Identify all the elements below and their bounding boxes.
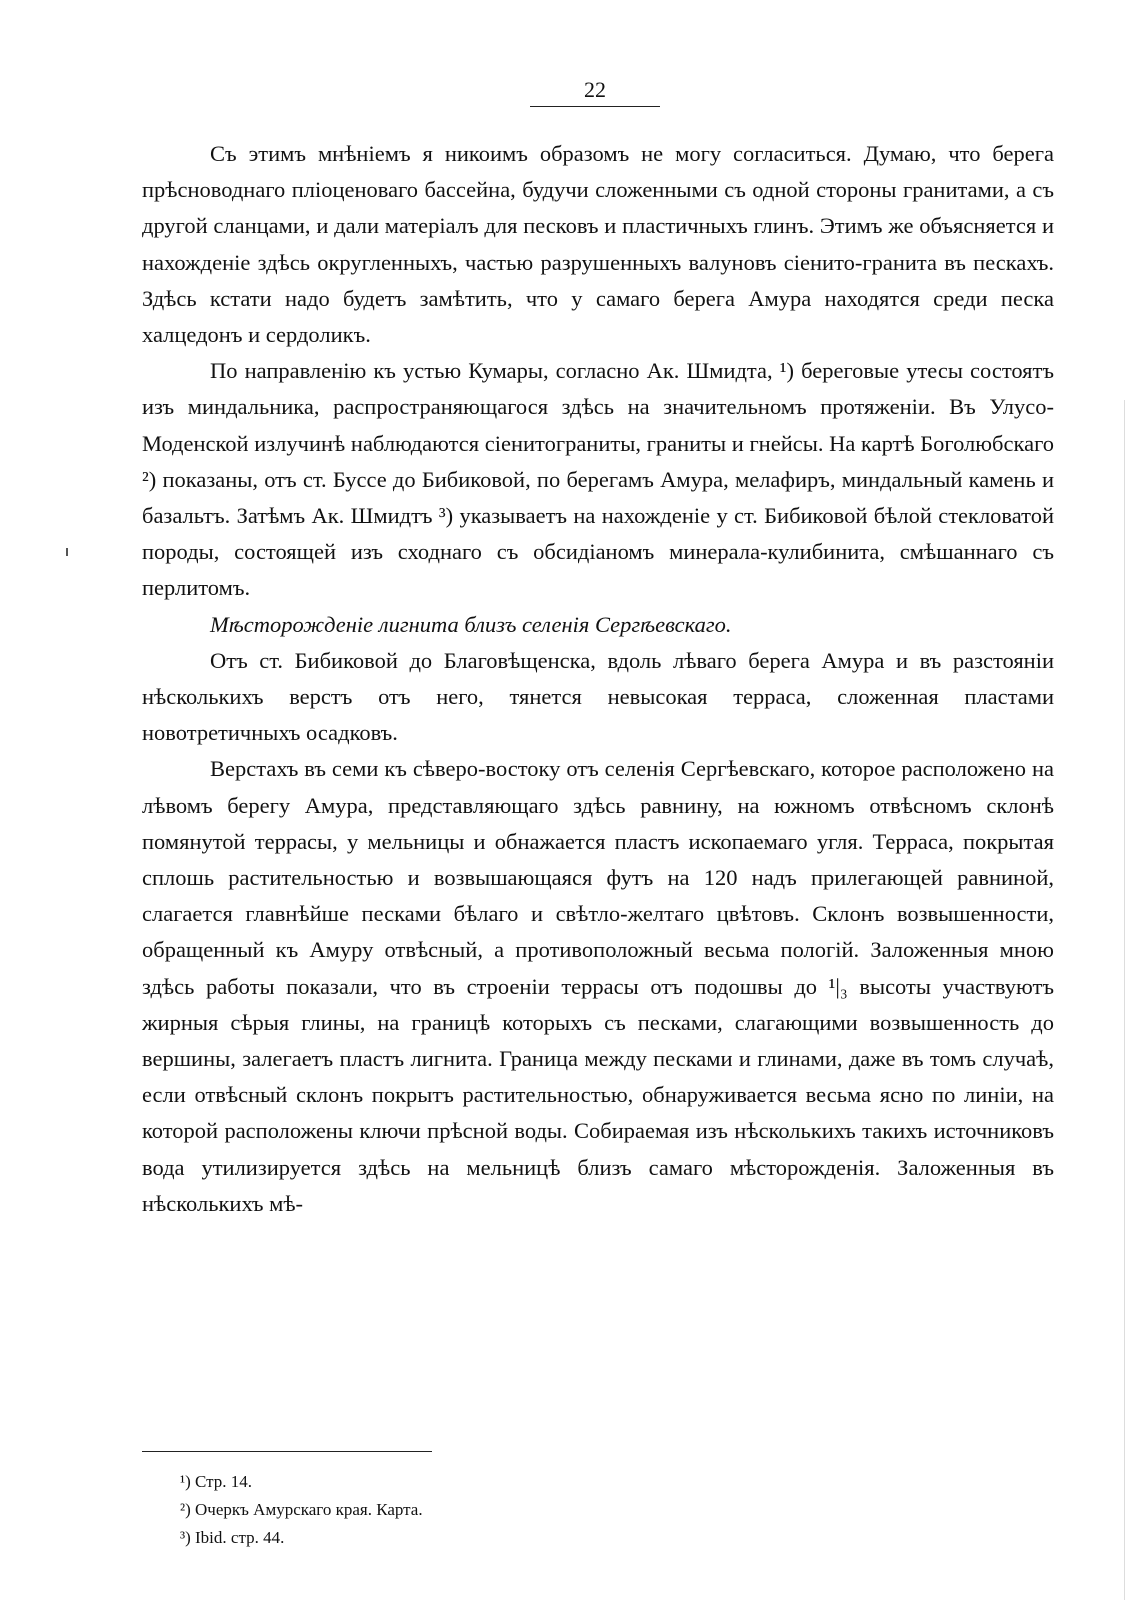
footnote-2: ²) Очеркъ Амурскаго края. Карта. [180, 1500, 423, 1519]
page-number-rule [530, 106, 660, 107]
footnote-rule [142, 1451, 432, 1452]
footnote-1: ¹) Стр. 14. [180, 1472, 253, 1491]
footnotes [180, 1468, 423, 1552]
paragraph-4: Верстахъ въ семи къ сѣверо-востоку отъ селенія Сергѣевскаго, которое расположено на лѣвомъ берегу Амура, представляющаго здѣсь равнину, на южномъ отвѣсномъ склонѣ помянутой террасы, у мельницы и обнажается пластъ ископаемаго угля. Терраса, покрытая сплошь растительностью и возвышающаяся футъ на 120 надъ прилегающей равниной, слагается главнѣйше песками бѣлаго и свѣтло-желтаго цвѣтовъ. Склонъ возвышенности, обращенный къ Амуру отвѣсный, а противоположный весьма пологій. Заложенныя мною здѣсь работы показали, что въ строеніи террасы отъ подошвы до ¹|₃ высоты участвуютъ жирныя сѣрыя глины, на границѣ которыхъ съ песками, слагающими возвышенность до вершины, залегаетъ пластъ лигнита. Граница между песками и глинами, даже въ томъ случаѣ, если отвѣсный склонъ покрытъ растительностью, обнаруживается весьма ясно по линіи, на которой расположены ключи прѣсной воды. Собираемая изъ нѣсколькихъ такихъ источниковъ вода утилизируется здѣсь на мельницѣ близъ самаго мѣсторожденія. Заложенныя въ нѣсколькихъ мѣ- [142, 756, 1054, 1216]
section-heading: Мѣсторожденіе лигнита близъ селенія Сергѣевскаго. [210, 611, 732, 637]
page-number: 22 [584, 77, 606, 102]
main-text [142, 136, 1054, 1222]
paragraph-2: По направленію къ устью Кумары, согласно Ак. Шмидта, ¹) береговые утесы состоятъ изъ миндальника, распространяющагося здѣсь на значительномъ протяженіи. Въ Улусо-Моденской излучинѣ наблюдаются сіенитограниты, граниты и гнейсы. На картѣ Боголюбскаго ²) показаны, отъ ст. Буссе до Бибиковой, по берегамъ Амура, мелафиръ, миндальный камень и базальтъ. Затѣмъ Ак. Шмидтъ ³) указываетъ на нахожденіе у ст. Бибиковой бѣлой стекловатой породы, состоящей изъ сходнаго съ обсидіаномъ минерала-кулибинита, смѣшаннаго съ перлитомъ. [142, 358, 1054, 601]
right-edge-line [1124, 400, 1125, 1600]
margin-speck [66, 548, 68, 556]
paragraph-3: Отъ ст. Бибиковой до Благовѣщенска, вдоль лѣваго берега Амура и въ разстояніи нѣсколькихъ верстъ отъ него, тянется невысокая терраса, сложенная пластами новотретичныхъ осадковъ. [142, 647, 1054, 746]
paragraph-1: Съ этимъ мнѣніемъ я никоимъ образомъ не могу согласиться. Думаю, что берега прѣсноводнаго плiоценоваго бассейна, будучи сложенными съ одной стороны гранитами, а съ другой сланцами, и дали матеріалъ для песковъ и пластичныхъ глинъ. Этимъ же объясняется и нахожденіе здѣсь округленныхъ, частью разрушенныхъ валуновъ сіенито-гранита въ пескахъ. Здѣсь кстати надо будетъ замѣтить, что у самаго берега Амура находятся среди песка халцедонъ и сердоликъ. [142, 141, 1054, 348]
footnote-3: ³) Ibid. стр. 44. [180, 1528, 285, 1547]
